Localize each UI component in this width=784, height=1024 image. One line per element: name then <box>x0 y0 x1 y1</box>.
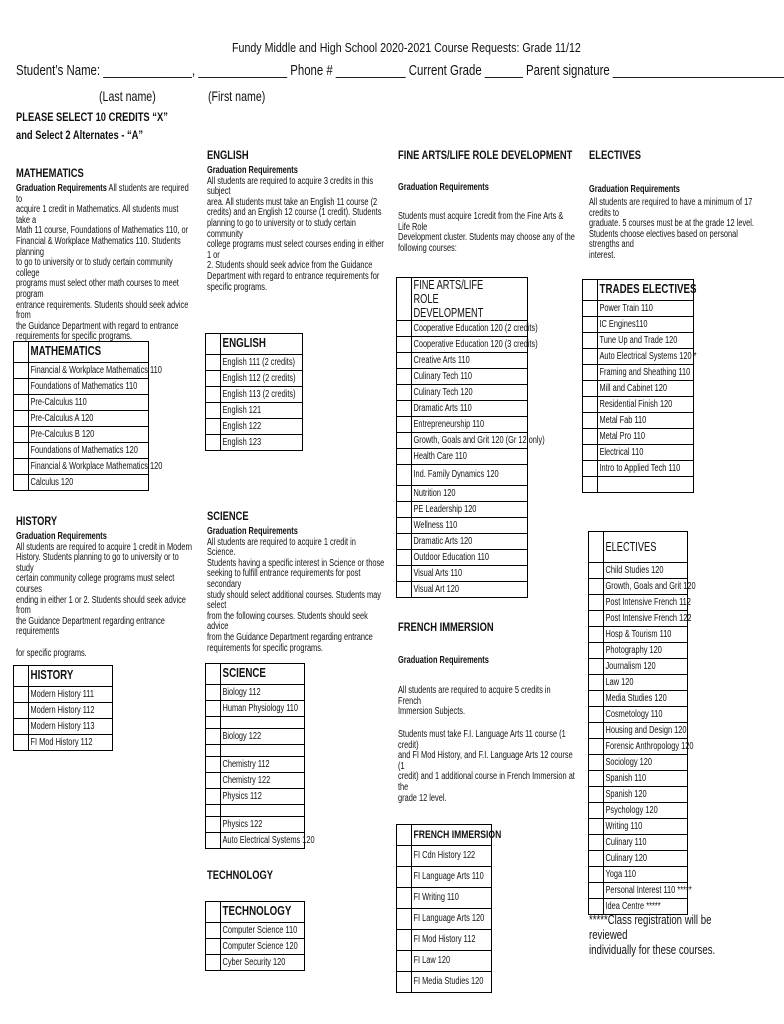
course-name: FI Mod History 112 <box>29 735 113 751</box>
course-name: Sociology 120 <box>604 755 688 771</box>
course-name: Outdoor Education 110 <box>412 550 528 566</box>
course-checkbox[interactable] <box>583 445 598 461</box>
fine-arts-course-table <box>396 277 545 598</box>
course-name: Child Studies 120 <box>604 563 688 579</box>
course-checkbox[interactable] <box>206 773 221 789</box>
course-name: Human Physiology 110 <box>221 701 305 717</box>
course-checkbox[interactable] <box>206 355 221 371</box>
english-req-text: All students are required to acquire 3 credits in this subject area. All students must take an English 11 course (2 credits) and an English 12 course (1 credit). Students planning to go to university or to study certain community college programs must select courses ending in either 1 or 2. Students should seek advice from the Guidance Department with regard to entrance requirements for specific programs. <box>207 175 384 293</box>
course-checkbox[interactable] <box>14 379 29 395</box>
course-checkbox[interactable] <box>589 579 604 595</box>
course-name: Chemistry 112 <box>221 757 305 773</box>
course-checkbox[interactable] <box>14 735 29 751</box>
course-checkbox[interactable] <box>397 909 412 930</box>
course-name: Physics 122 <box>221 817 305 833</box>
technology-table-title: TECHNOLOGY <box>221 902 305 923</box>
course-checkbox[interactable] <box>14 395 29 411</box>
science-table-title: SCIENCE <box>221 664 305 685</box>
course-checkbox[interactable] <box>397 417 412 433</box>
science-req-text: All students are required to acquire 1 credit in Science. Students having a specific interest in Science or those seeking to fulfill entrance requirements for post secondary study should select additional courses. Students may select from the following courses. Students should seek advice from the Guidance Department regarding entrance requirements for specific programs. <box>207 536 385 654</box>
science-course-table <box>205 663 315 849</box>
english-table-title: ENGLISH <box>221 334 303 355</box>
course-name: Framing and Sheathing 110 <box>598 365 694 381</box>
course-checkbox[interactable] <box>397 846 412 867</box>
course-name: Financial & Workplace Mathematics 120 <box>29 459 149 475</box>
electives-footnote: *****Class registration will be reviewed individually for these courses. <box>589 912 716 957</box>
course-checkbox[interactable] <box>589 883 604 899</box>
english-header-checkbox <box>206 334 221 355</box>
blank-row <box>221 805 305 817</box>
course-checkbox[interactable] <box>589 851 604 867</box>
course-name: Culinary Tech 120 <box>412 385 528 401</box>
course-checkbox[interactable] <box>397 353 412 369</box>
course-name: Entrepreneurship 110 <box>412 417 528 433</box>
course-checkbox[interactable] <box>397 582 412 598</box>
french-req-lead: Graduation Requirements <box>398 655 489 666</box>
course-name: Post Intensive French 122 <box>604 611 688 627</box>
course-checkbox[interactable] <box>397 465 412 486</box>
course-checkbox[interactable] <box>206 833 221 849</box>
course-checkbox[interactable] <box>206 789 221 805</box>
course-checkbox[interactable] <box>206 701 221 717</box>
technology-course-table <box>205 901 305 971</box>
course-name: Cyber Security 120 <box>221 955 305 971</box>
course-name: Pre-Calculus B 120 <box>29 427 149 443</box>
technology-header-checkbox <box>206 902 221 923</box>
course-checkbox[interactable] <box>206 371 221 387</box>
course-name: Growth, Goals and Grit 120 (Gr 12 only) <box>412 433 528 449</box>
course-name: Journalism 120 <box>604 659 688 675</box>
course-name: Pre-Calculus 110 <box>29 395 149 411</box>
course-checkbox[interactable] <box>589 627 604 643</box>
course-name: Nutrition 120 <box>412 486 528 502</box>
course-name: Metal Pro 110 <box>598 429 694 445</box>
course-checkbox[interactable] <box>14 687 29 703</box>
course-name: FI Cdn History 122 <box>412 846 492 867</box>
trades-course-table <box>582 279 697 493</box>
course-name: Cooperative Education 120 (3 credits) <box>412 337 528 353</box>
course-checkbox[interactable] <box>397 337 412 353</box>
course-checkbox[interactable] <box>589 675 604 691</box>
course-checkbox[interactable] <box>206 757 221 773</box>
course-name: Spanish 120 <box>604 787 688 803</box>
course-checkbox[interactable] <box>589 803 604 819</box>
course-checkbox[interactable] <box>397 385 412 401</box>
french-req-text-2: Students must take F.I. Language Arts 11 course (1 credit) and FI Mod History, and F.I. Language Arts 12 course (1 credit) and 1 additional course in French Immersion at the grade 12 level. <box>398 729 575 804</box>
course-checkbox[interactable] <box>397 433 412 449</box>
course-name: FI Law 120 <box>412 951 492 972</box>
math-course-table <box>13 341 163 491</box>
course-name: Residential Finish 120 <box>598 397 694 413</box>
course-name: FI Writing 110 <box>412 888 492 909</box>
course-name: Law 120 <box>604 675 688 691</box>
course-checkbox[interactable] <box>583 301 598 317</box>
course-checkbox[interactable] <box>589 819 604 835</box>
course-name: Foundations of Mathematics 120 <box>29 443 149 459</box>
course-name: Metal Fab 110 <box>598 413 694 429</box>
course-checkbox[interactable] <box>14 427 29 443</box>
course-checkbox[interactable] <box>397 486 412 502</box>
course-checkbox[interactable] <box>397 534 412 550</box>
course-checkbox[interactable] <box>397 369 412 385</box>
course-name: Psychology 120 <box>604 803 688 819</box>
course-checkbox[interactable] <box>397 930 412 951</box>
blank-row <box>221 745 305 757</box>
fine-arts-heading: FINE ARTS/LIFE ROLE DEVELOPMENT <box>398 148 573 162</box>
course-checkbox[interactable] <box>14 443 29 459</box>
course-name: Computer Science 120 <box>221 939 305 955</box>
course-checkbox[interactable] <box>206 387 221 403</box>
course-checkbox[interactable] <box>589 739 604 755</box>
course-name: FI Mod History 112 <box>412 930 492 951</box>
course-name: Culinary 110 <box>604 835 688 851</box>
electives-heading: ELECTIVES <box>589 148 642 162</box>
french-req-text-1: All students are required to acquire 5 credits in French Immersion Subjects. <box>398 685 551 718</box>
history-requirements <box>16 532 194 659</box>
course-checkbox[interactable] <box>14 475 29 491</box>
course-name: Calculus 120 <box>29 475 149 491</box>
course-name: FI Language Arts 120 <box>412 909 492 930</box>
science-header-checkbox <box>206 664 221 685</box>
course-name: Computer Science 110 <box>221 923 305 939</box>
course-name: Wellness 110 <box>412 518 528 534</box>
course-checkbox[interactable] <box>583 477 598 493</box>
math-header-checkbox <box>14 342 29 363</box>
course-name: Ind. Family Dynamics 120 <box>412 465 528 486</box>
french-header-checkbox <box>397 825 412 846</box>
course-checkbox[interactable] <box>583 397 598 413</box>
course-checkbox[interactable] <box>206 939 221 955</box>
history-heading: HISTORY <box>16 514 58 528</box>
course-name: Writing 110 <box>604 819 688 835</box>
course-checkbox[interactable] <box>583 381 598 397</box>
course-checkbox[interactable] <box>14 363 29 379</box>
course-name: Power Train 110 <box>598 301 694 317</box>
course-checkbox[interactable] <box>206 435 221 451</box>
electives-header-checkbox <box>589 532 604 563</box>
course-name: Modern History 113 <box>29 719 113 735</box>
course-checkbox[interactable] <box>206 419 221 435</box>
trades-header-checkbox <box>583 280 598 301</box>
course-name: Dramatic Arts 110 <box>412 401 528 417</box>
math-req-text: All students are required to acquire 1 credit in Mathematics. All students must take a Math 11 course, Foundations of Mathematics 110, or Financial & Workplace Mathematics 110. Students planning to go to university or to study certain community college programs must select other math courses to meet program entrance requirements. Students should seek advice from the Guidance Department with regard to entrance requirements for specific programs. <box>16 183 189 343</box>
course-checkbox[interactable] <box>589 611 604 627</box>
course-name: Tune Up and Trade 120 <box>598 333 694 349</box>
blank-row <box>221 717 305 729</box>
course-checkbox[interactable] <box>206 923 221 939</box>
course-checkbox[interactable] <box>589 643 604 659</box>
course-checkbox[interactable] <box>397 502 412 518</box>
course-checkbox[interactable] <box>589 835 604 851</box>
course-name: Health Care 110 <box>412 449 528 465</box>
english-heading: ENGLISH <box>207 148 249 162</box>
course-name: Personal Interest 110 ***** <box>604 883 688 899</box>
course-checkbox[interactable] <box>583 317 598 333</box>
course-name: Visual Arts 110 <box>412 566 528 582</box>
course-checkbox[interactable] <box>206 817 221 833</box>
course-name: Modern History 112 <box>29 703 113 719</box>
course-checkbox[interactable] <box>397 550 412 566</box>
fine-arts-table-title: FINE ARTS/LIFE ROLE DEVELOPMENT <box>412 278 528 321</box>
course-name: Yoga 110 <box>604 867 688 883</box>
course-name: Electrical 110 <box>598 445 694 461</box>
course-checkbox[interactable] <box>206 955 221 971</box>
science-heading: SCIENCE <box>207 509 249 523</box>
math-req-lead: Graduation Requirements <box>16 183 107 194</box>
course-name: Intro to Applied Tech 110 <box>598 461 694 477</box>
trades-table-title: TRADES ELECTIVES <box>598 280 694 301</box>
course-checkbox[interactable] <box>589 771 604 787</box>
course-name: English 122 <box>221 419 303 435</box>
history-header-checkbox <box>14 666 29 687</box>
course-checkbox[interactable] <box>397 888 412 909</box>
course-checkbox[interactable] <box>397 867 412 888</box>
course-checkbox[interactable] <box>589 787 604 803</box>
course-name: English 112 (2 credits) <box>221 371 303 387</box>
course-name: English 123 <box>221 435 303 451</box>
electives-req-lead: Graduation Requirements <box>589 184 680 195</box>
course-name: Spanish 110 <box>604 771 688 787</box>
course-checkbox[interactable] <box>589 691 604 707</box>
course-name: Pre-Calculus A 120 <box>29 411 149 427</box>
course-name: Creative Arts 110 <box>412 353 528 369</box>
course-name: Foundations of Mathematics 110 <box>29 379 149 395</box>
technology-heading: TECHNOLOGY <box>207 868 274 882</box>
course-name: Culinary Tech 110 <box>412 369 528 385</box>
instructions-line-1: PLEASE SELECT 10 CREDITS “X” <box>16 110 168 124</box>
history-req-lead: Graduation Requirements <box>16 531 107 542</box>
math-requirements <box>16 184 194 343</box>
course-checkbox[interactable] <box>206 729 221 745</box>
course-checkbox[interactable] <box>206 717 221 729</box>
electives-table-title: ELECTIVES <box>604 532 688 563</box>
course-name: Cosmetology 110 <box>604 707 688 723</box>
course-checkbox[interactable] <box>589 707 604 723</box>
course-name: Visual Art 120 <box>412 582 528 598</box>
science-req-lead: Graduation Requirements <box>207 526 298 537</box>
electives-course-table <box>588 531 696 915</box>
course-name: FI Language Arts 110 <box>412 867 492 888</box>
course-name: Media Studies 120 <box>604 691 688 707</box>
fine-arts-req-lead: Graduation Requirements <box>398 182 489 193</box>
course-name: Modern History 111 <box>29 687 113 703</box>
course-checkbox[interactable] <box>589 867 604 883</box>
course-name: Photography 120 <box>604 643 688 659</box>
course-checkbox[interactable] <box>206 745 221 757</box>
course-name: Forensic Anthropology 120 <box>604 739 688 755</box>
course-name: Financial & Workplace Mathematics 110 <box>29 363 149 379</box>
course-checkbox[interactable] <box>397 972 412 993</box>
course-checkbox[interactable] <box>583 413 598 429</box>
math-heading: MATHEMATICS <box>16 166 84 180</box>
course-checkbox[interactable] <box>206 403 221 419</box>
page-title: Fundy Middle and High School 2020-2021 Course Requests: Grade 11/12 <box>232 40 581 55</box>
course-checkbox[interactable] <box>583 461 598 477</box>
course-checkbox[interactable] <box>583 333 598 349</box>
english-course-table <box>205 333 303 451</box>
course-name: Growth, Goals and Grit 120 <box>604 579 688 595</box>
course-name: Post Intensive French 112 <box>604 595 688 611</box>
course-name: English 113 (2 credits) <box>221 387 303 403</box>
fine-arts-req-text: Students must acquire 1credit from the Fine Arts & Life Role Development cluster. Students may choose any of the following courses: <box>398 211 575 254</box>
course-name: Idea Centre ***** <box>604 899 688 915</box>
course-name: Housing and Design 120 <box>604 723 688 739</box>
course-checkbox[interactable] <box>589 563 604 579</box>
course-checkbox[interactable] <box>14 459 29 475</box>
course-name: Physics 112 <box>221 789 305 805</box>
course-checkbox[interactable] <box>583 429 598 445</box>
course-checkbox[interactable] <box>397 518 412 534</box>
course-checkbox[interactable] <box>14 411 29 427</box>
course-checkbox[interactable] <box>589 723 604 739</box>
course-checkbox[interactable] <box>583 349 598 365</box>
course-name: PE Leadership 120 <box>412 502 528 518</box>
course-checkbox[interactable] <box>589 755 604 771</box>
course-checkbox[interactable] <box>14 719 29 735</box>
course-name: Chemistry 122 <box>221 773 305 789</box>
course-name: Biology 112 <box>221 685 305 701</box>
course-name: Auto Electrical Systems 120 <box>221 833 305 849</box>
course-name: Cooperative Education 120 (2 credits) <box>412 321 528 337</box>
course-name: Culinary 120 <box>604 851 688 867</box>
english-requirements <box>207 166 385 293</box>
last-name-label: (Last name) <box>99 88 156 104</box>
course-checkbox[interactable] <box>589 595 604 611</box>
french-table-title: FRENCH IMMERSION <box>412 825 492 846</box>
student-info-line[interactable]: Student’s Name: ______________, ______________ Phone # ___________ Current Grade ______ Parent signature ___________________________ <box>16 62 784 79</box>
course-checkbox[interactable] <box>583 365 598 381</box>
course-name: Hosp & Tourism 110 <box>604 627 688 643</box>
course-name: Mill and Cabinet 120 <box>598 381 694 397</box>
history-table-title: HISTORY <box>29 666 113 687</box>
course-name: Auto Electrical Systems 120 * <box>598 349 694 365</box>
science-requirements <box>207 527 385 654</box>
course-name: English 121 <box>221 403 303 419</box>
english-req-lead: Graduation Requirements <box>207 165 298 176</box>
course-checkbox[interactable] <box>397 401 412 417</box>
french-course-table <box>396 824 502 993</box>
course-name: FI Media Studies 120 <box>412 972 492 993</box>
history-course-table <box>13 665 113 751</box>
course-checkbox[interactable] <box>206 805 221 817</box>
course-checkbox[interactable] <box>206 685 221 701</box>
course-name: English 111 (2 credits) <box>221 355 303 371</box>
instructions-line-2: and Select 2 Alternates - “A” <box>16 128 144 142</box>
course-name: Dramatic Arts 120 <box>412 534 528 550</box>
fine-arts-header-checkbox <box>397 278 412 321</box>
electives-req-text: All students are required to have a minimum of 17 credits to graduate. 5 courses must be at the grade 12 level. Students choose electives based on personal strengths and interest. <box>589 197 754 261</box>
math-table-title: MATHEMATICS <box>29 342 149 363</box>
course-checkbox[interactable] <box>14 703 29 719</box>
course-checkbox[interactable] <box>397 951 412 972</box>
course-checkbox[interactable] <box>397 449 412 465</box>
history-req-text: All students are required to acquire 1 credit in Modern History. Students planning to go to university or to study certain community college programs must select courses ending in either 1 or 2. Students should seek advice from the Guidance Department regarding entrance requirements for specific programs. <box>16 541 193 659</box>
blank-row <box>598 477 694 493</box>
course-name: IC Engines110 <box>598 317 694 333</box>
first-name-label: (First name) <box>208 88 266 104</box>
french-heading: FRENCH IMMERSION <box>398 620 494 634</box>
course-checkbox[interactable] <box>397 321 412 337</box>
course-name: Biology 122 <box>221 729 305 745</box>
course-checkbox[interactable] <box>589 659 604 675</box>
course-checkbox[interactable] <box>397 566 412 582</box>
